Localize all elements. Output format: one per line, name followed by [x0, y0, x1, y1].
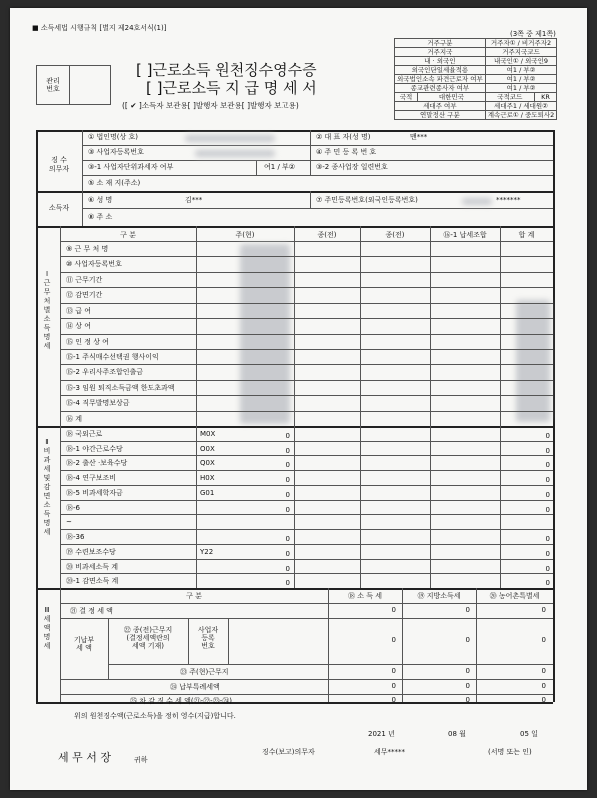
biz-reg-no-label: ③ 사업자등록번호	[88, 148, 144, 156]
sec1-row-divider	[60, 287, 553, 288]
sec1-row-label: ⑫ 감면기간	[66, 291, 103, 300]
sec3-tax-value: 0	[391, 636, 396, 644]
sec2-value-current: 0	[285, 535, 290, 544]
sec1-row-divider	[60, 364, 553, 365]
sec3-tax-value: 0	[541, 696, 546, 704]
sec2-value-total: 0	[545, 446, 550, 455]
sec2-row-label: ⑱ 국외근로	[66, 430, 103, 438]
residency-label: 외국법인소속 파견근로자 여부	[395, 75, 486, 84]
signature-note: (서명 또는 인)	[488, 748, 532, 756]
title-receipt: [ ]근로소득 원천징수영수증	[136, 61, 317, 79]
sec2-row-code: M0X	[200, 430, 216, 438]
mgmt-number-label: 관리 번호	[46, 77, 60, 93]
sec1-row-label: ⑨ 근 무 처 명	[66, 245, 109, 253]
sec2-row-label: ⑳-1 감면소득 계	[66, 577, 119, 586]
sec1-col-category: 구 분	[120, 231, 136, 239]
earner-name-label: ⑥ 성 명	[88, 196, 113, 204]
residency-row	[395, 102, 557, 111]
residency-label: 국적코드	[485, 93, 534, 102]
sec3-current-workplace-label: ㉓ 주(현)근무지	[180, 668, 229, 676]
sec1-row-label: ⑪ 근무기간	[66, 275, 103, 284]
sec3-col-category: 구 분	[186, 592, 202, 600]
sec1-row-divider	[60, 318, 553, 319]
sec2-row-label: ⑱-5 비과세학자금	[66, 488, 123, 497]
sec3-tax-value: 0	[391, 667, 396, 675]
sec1-row-label: ⑮-3 임원 퇴직소득금액 한도초과액	[66, 383, 175, 392]
sec2-row-code: Q0X	[200, 459, 215, 468]
sec1-row-label: ⑮ 인 정 상 여	[66, 337, 109, 346]
sec2-row-divider	[60, 544, 553, 545]
sec2-value-total: 0	[545, 432, 550, 440]
sec2-row-divider	[60, 441, 553, 442]
sec2-value-total: 0	[545, 535, 550, 544]
sec2-row-label: ⑱-2 출산 ·보육수당	[66, 459, 128, 468]
sec3-tax-value: 0	[541, 682, 546, 690]
sec1-row-divider	[60, 256, 553, 257]
sec1-row-label: ⑮-1 주식매수선택권 행사이익	[66, 352, 159, 361]
residency-label: 연말정산 구분	[395, 111, 486, 120]
earner-address-label: ⑧ 주 소	[88, 213, 113, 221]
sec2-row-divider	[60, 500, 553, 501]
sec3-col-local-tax: ⑲ 지방소득세	[417, 592, 461, 600]
unit-taxpayer-label: ③-1 사업자단위과세자 여부	[88, 163, 174, 171]
sub-workplace-label: ③-2 종사업장 일련번호	[316, 163, 388, 171]
form-reference: ■ 소득세법 시행규칙 [별지 제24호서식(1)]	[32, 24, 167, 32]
residency-value: 여1 / 부②	[485, 66, 557, 75]
sec1-row-label: ⑮-4 직무발명보상금	[66, 399, 130, 408]
sec3-col-rural-tax: ⑳ 농어촌특별세	[489, 592, 540, 600]
sec2-row-code: G01	[200, 488, 215, 497]
sec2-row-label: ⑳ 비과세소득 계	[66, 562, 119, 571]
sec2-row-label: ~	[66, 518, 72, 527]
residency-row	[395, 93, 557, 102]
sec2-value-current: 0	[285, 476, 290, 485]
sec3-tax-value: 0	[465, 667, 470, 675]
sec2-value-total: 0	[545, 564, 550, 573]
residency-value: 대한민국	[418, 93, 486, 102]
sec3-tax-value: 0	[541, 606, 546, 614]
sec2-row-code: Y22	[200, 547, 214, 556]
sec3-tax-value: 0	[465, 606, 470, 614]
representative-value: 맨***	[410, 133, 428, 141]
sec2-value-total: 0	[545, 579, 550, 588]
residency-label: 국적	[395, 93, 418, 102]
residency-value: 내국인① / 외국인9	[485, 57, 557, 66]
sec3-balance-tax-label: ㉕ 차 감 징 수 세 액(㉑-㉒-㉓-㉔)	[130, 697, 232, 705]
residency-row	[395, 57, 557, 66]
residency-value: 계속근로① / 중도퇴사2	[485, 111, 557, 120]
residency-value: 여1 / 부②	[485, 75, 557, 84]
obligor-label: 징수(보고)의무자	[262, 748, 315, 756]
tax-form-page	[10, 8, 587, 790]
residency-label: 거주구분	[395, 39, 486, 48]
sec2-row-label: ⑱-4 연구보조비	[66, 474, 117, 483]
sec2-row-divider	[60, 529, 553, 530]
sec2-value-current: 0	[285, 549, 290, 558]
biz-reg-no-redacted	[195, 150, 275, 157]
residency-row	[395, 39, 557, 48]
sec2-value-current: 0	[285, 461, 290, 470]
sec2-row-label: ⑲ 수련보조수당	[66, 547, 116, 556]
date-month: 08 월	[448, 730, 466, 738]
resident-no-label: ④ 주 민 등 록 번 호	[316, 148, 377, 156]
residency-label: 종교관련종사자 여부	[395, 84, 486, 93]
sec1-row-divider	[60, 411, 553, 412]
sec3-tax-value: 0	[465, 682, 470, 690]
sec3-special-tax-label: ㉔ 납부특례세액	[170, 683, 220, 691]
earner-name-value: 김***	[185, 196, 203, 204]
sec1-row-label: ⑬ 급 여	[66, 306, 91, 315]
sec3-biz-no-label: 사업자 등록 번호	[197, 626, 219, 650]
sec1-row-divider	[60, 272, 553, 273]
sec1-col-prev1: 종(전)	[317, 231, 337, 239]
earner-id-redacted	[462, 198, 492, 205]
sec3-tax-value: 0	[391, 682, 396, 690]
sec2-value-total: 0	[545, 549, 550, 558]
sec3-prev-workplace-label: ㉒ 종(전)근무지 (결정세액란의 세액 기재)	[123, 626, 173, 650]
sec2-row-label: ⑱-36	[66, 533, 85, 542]
date-year: 2021 년	[368, 730, 395, 738]
residency-label: 내 · 외국인	[395, 57, 486, 66]
honorific: 귀하	[134, 756, 148, 764]
sec2-value-current: 0	[285, 505, 290, 514]
sec3-tax-value: 0	[391, 696, 396, 704]
receipt-statement: 위의 원천징수액(근로소득)을 정히 영수(지급)합니다.	[74, 712, 236, 720]
tax-office-head: 세 무 서 장	[58, 751, 111, 764]
sec3-determined-tax-label: ㉑ 결 정 세 액	[70, 607, 113, 615]
sec1-col-total: 합 계	[518, 231, 535, 239]
sec1-row-label: ⑮-2 우리사주조합인출금	[66, 368, 144, 377]
representative-label: ② 대 표 자(성 명)	[316, 133, 371, 141]
title-statement: [ ]근로소득 지 급 명 세 서	[146, 79, 317, 97]
page-info: (3쪽 중 제1쪽)	[510, 30, 556, 38]
residency-row	[395, 111, 557, 120]
residency-table	[394, 38, 555, 120]
sec2-value-current: 0	[285, 579, 290, 588]
sec1-row-divider	[60, 334, 553, 335]
sec3-tax-value: 0	[541, 667, 546, 675]
sec1-col-prev2: 종(전)	[385, 231, 405, 239]
sec2-value-current: 0	[285, 446, 290, 455]
earner-id-value: *******	[496, 196, 521, 204]
sec2-value-total: 0	[545, 461, 550, 470]
unit-taxpayer-value: 여1 / 부②	[264, 163, 296, 171]
copy-type-line: ([ ✔ ]소득자 보관용[ ]발행자 보관용[ ]발행자 보고용)	[122, 101, 299, 110]
sec2-row-divider	[60, 485, 553, 486]
section2-title: Ⅱ 비과세 및 감면소득명세	[43, 438, 51, 536]
residency-label: 외국인단일세율적용	[395, 66, 486, 75]
sec3-col-income-tax: ⑱ 소 득 세	[348, 592, 382, 600]
residency-row	[395, 48, 557, 57]
earner-section-label: 소득자	[48, 204, 70, 212]
residency-label: 세대주 여부	[395, 102, 486, 111]
sec1-row-divider	[60, 349, 553, 350]
sec2-row-divider	[60, 455, 553, 456]
sec3-tax-value: 0	[465, 636, 470, 644]
sec2-value-current: 0	[285, 564, 290, 573]
sec1-col-tax-union: ⑯-1 납세조합	[443, 231, 487, 239]
withholder-section-label: 징 수 의무자	[48, 156, 70, 173]
sec1-row-label: ⑭ 상 여	[66, 322, 91, 331]
corp-name-label: ① 법인명(상 호)	[88, 133, 138, 141]
sec2-row-divider	[60, 559, 553, 560]
sec2-row-code: O0X	[200, 444, 215, 453]
section1-title: Ⅰ 근무처별소득명세	[43, 270, 51, 350]
mgmt-number-field[interactable]	[68, 65, 111, 105]
address-label: ⑤ 소 재 지(주소)	[88, 179, 141, 187]
sec3-tax-value: 0	[465, 696, 470, 704]
corp-name-redacted	[185, 135, 275, 142]
sec2-row-divider	[60, 470, 553, 471]
sec1-col-current: 주(현)	[235, 231, 255, 239]
sec2-value-total: 0	[545, 476, 550, 485]
residency-value: 세대주1 / 세대원②	[485, 102, 557, 111]
sec3-tax-value: 0	[541, 636, 546, 644]
sec2-value-current: 0	[285, 432, 290, 440]
section3-title: Ⅲ 세액명세	[43, 606, 51, 650]
sec2-value-total: 0	[545, 490, 550, 499]
residency-value: KR	[534, 93, 556, 102]
sec1-row-label: ⑯ 계	[66, 414, 82, 423]
sec2-value-current: 0	[285, 490, 290, 499]
sec3-tax-value: 0	[391, 606, 396, 614]
date-day: 05 일	[520, 730, 538, 738]
obligor-value: 세무*****	[374, 748, 406, 756]
sec2-row-label: ⑱-6	[66, 503, 80, 512]
earner-id-label: ⑦ 주민등록번호(외국인등록번호)	[316, 196, 418, 204]
sec1-row-divider	[60, 380, 553, 381]
sec2-row-divider	[60, 573, 553, 574]
residency-value: 거주자① / 비거주자2	[485, 39, 557, 48]
mgmt-number-box	[36, 65, 70, 105]
sec1-row-divider	[60, 303, 553, 304]
residency-label: 거주지국	[395, 48, 486, 57]
sec2-value-total: 0	[545, 505, 550, 514]
residency-row	[395, 66, 557, 75]
residency-row	[395, 84, 557, 93]
residency-value: 여1 / 부②	[485, 84, 557, 93]
residency-value: 거주지국코드	[485, 48, 557, 57]
sec1-row-divider	[60, 395, 553, 396]
sec2-row-code: H0X	[200, 474, 215, 483]
sec2-row-divider	[60, 514, 553, 515]
residency-row	[395, 75, 557, 84]
sec1-row-label: ⑩ 사업자등록번호	[66, 260, 122, 269]
sec3-prepaid-label: 기납부 세 액	[73, 636, 95, 652]
sec2-row-label: ⑱-1 야간근로수당	[66, 444, 123, 453]
